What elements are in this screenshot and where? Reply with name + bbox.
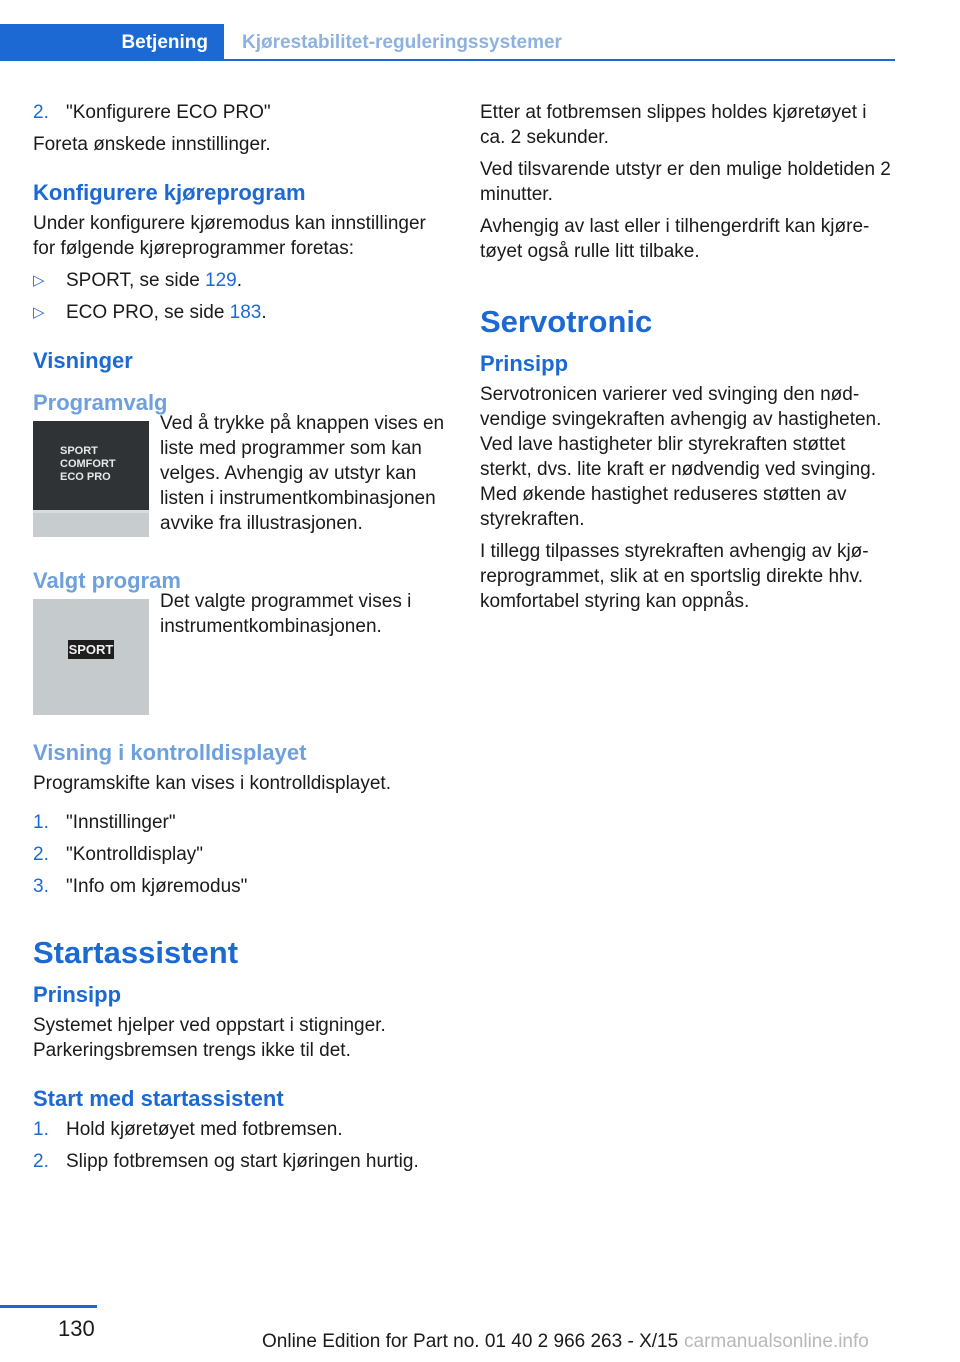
- online-edition-text: Online Edition for Part no. 01 40 2 966 263 - X/15: [262, 1331, 679, 1352]
- heading-prinsipp: Prinsipp: [33, 982, 122, 1007]
- paragraph: Foreta ønskede innstillinger.: [33, 134, 271, 155]
- paragraph: Servotronicen varierer ved svinging den nødvendige svingekraften avhengig av hastigheten. Ved lave hastigheter blir styrekraften støttet sterkt, dvs. lite kraft er nødvendig ved svinging. Med økende hastighet reduseres støtten av styrekraften.: [480, 384, 882, 530]
- step-item: 2. "Kontrolldisplay": [33, 844, 204, 865]
- heading-startassistent: Startassistent: [33, 935, 239, 970]
- heading-programvalg: Programvalg: [33, 390, 168, 415]
- watermark-text: carmanualsonline.info: [684, 1331, 869, 1352]
- heading-visning-kontrolldisplay: Visning i kontrolldisplayet: [33, 740, 307, 765]
- figure-row: [33, 593, 453, 715]
- paragraph: Etter at fotbremsen slippes holdes kjøretøyet i ca. 2 sekunder.: [480, 102, 867, 148]
- page-link[interactable]: 129: [205, 270, 237, 291]
- heading-start-med: Start med startassistent: [33, 1086, 284, 1111]
- step-text: "Konfigurere ECO PRO": [66, 102, 271, 123]
- header-section-label: Betjening: [121, 31, 208, 53]
- step-item: 2. Slipp fotbremsen og start kjøringen hurtig.: [33, 1151, 419, 1172]
- bullet-item: [33, 300, 453, 325]
- page-number: 130: [58, 1316, 95, 1341]
- left-column: [33, 100, 453, 1181]
- bullet-text: SPORT, se side 129.: [66, 270, 243, 291]
- figure-row: [33, 415, 453, 543]
- step-item: 3. "Info om kjøremodus": [33, 876, 248, 897]
- heading-valgt-program: Valgt program: [33, 568, 181, 593]
- sport-badge: SPORT: [68, 642, 114, 657]
- paragraph: Under konfigurere kjøremodus kan innstillinger for følgende kjøreprogrammer foretas:: [33, 213, 426, 259]
- paragraph: Systemet hjelper ved oppstart i stigninger. Parkeringsbremsen trengs ikke til det.: [33, 1015, 386, 1061]
- page-header: [0, 24, 895, 62]
- paragraph: Ved tilsvarende utstyr er den mulige holdetiden 2 minutter.: [480, 159, 891, 205]
- heading-visninger: Visninger: [33, 348, 133, 373]
- bullet-text: ECO PRO, se side 183.: [66, 302, 267, 323]
- triangle-bullet-icon: ▷: [33, 272, 45, 289]
- bullet-item: [33, 268, 453, 293]
- footer-rule: [0, 1305, 97, 1308]
- triangle-bullet-icon: ▷: [33, 304, 45, 321]
- program-list-image: [33, 421, 149, 537]
- heading-prinsipp: Prinsipp: [480, 351, 569, 376]
- step-list: [33, 810, 453, 899]
- heading-servotronic: Servotronic: [480, 304, 653, 339]
- paragraph: I tillegg tilpasses styrekraften avhengig av kjøreprogrammet, slik at en sportslig direkte hhv. komfortabel styring kan oppnås.: [480, 541, 869, 612]
- selected-program-image: [33, 599, 149, 715]
- paragraph: Det valgte programmet vises i instrumentkombinasjonen.: [160, 591, 412, 637]
- paragraph: Programskifte kan vises i kontrolldisplayet.: [33, 773, 391, 794]
- header-chapter-title[interactable]: Kjørestabilitet-reguleringssystemer: [242, 32, 562, 53]
- step-item: 1. "Innstillinger": [33, 812, 176, 833]
- heading-configure: Konfigurere kjøreprogram: [33, 180, 306, 205]
- step-number: 2.: [33, 102, 49, 123]
- paragraph: Avhengig av last eller i tilhengerdrift kan kjøretøyet også rulle litt tilbake.: [480, 216, 870, 262]
- step-item: [33, 100, 453, 125]
- right-column: [480, 100, 892, 621]
- header-section-tab[interactable]: [0, 24, 224, 61]
- page-link[interactable]: 183: [229, 302, 262, 323]
- program-list-text: SPORT COMFORT ECO PRO: [60, 445, 116, 483]
- step-item: 1. Hold kjøretøyet med fotbremsen.: [33, 1119, 343, 1140]
- paragraph: Ved å trykke på knappen vises en liste med programmer som kan velges. Avhengig av utstyr kan listen i instrumentkombinasjonen avvike fra illustrasjonen.: [160, 413, 445, 534]
